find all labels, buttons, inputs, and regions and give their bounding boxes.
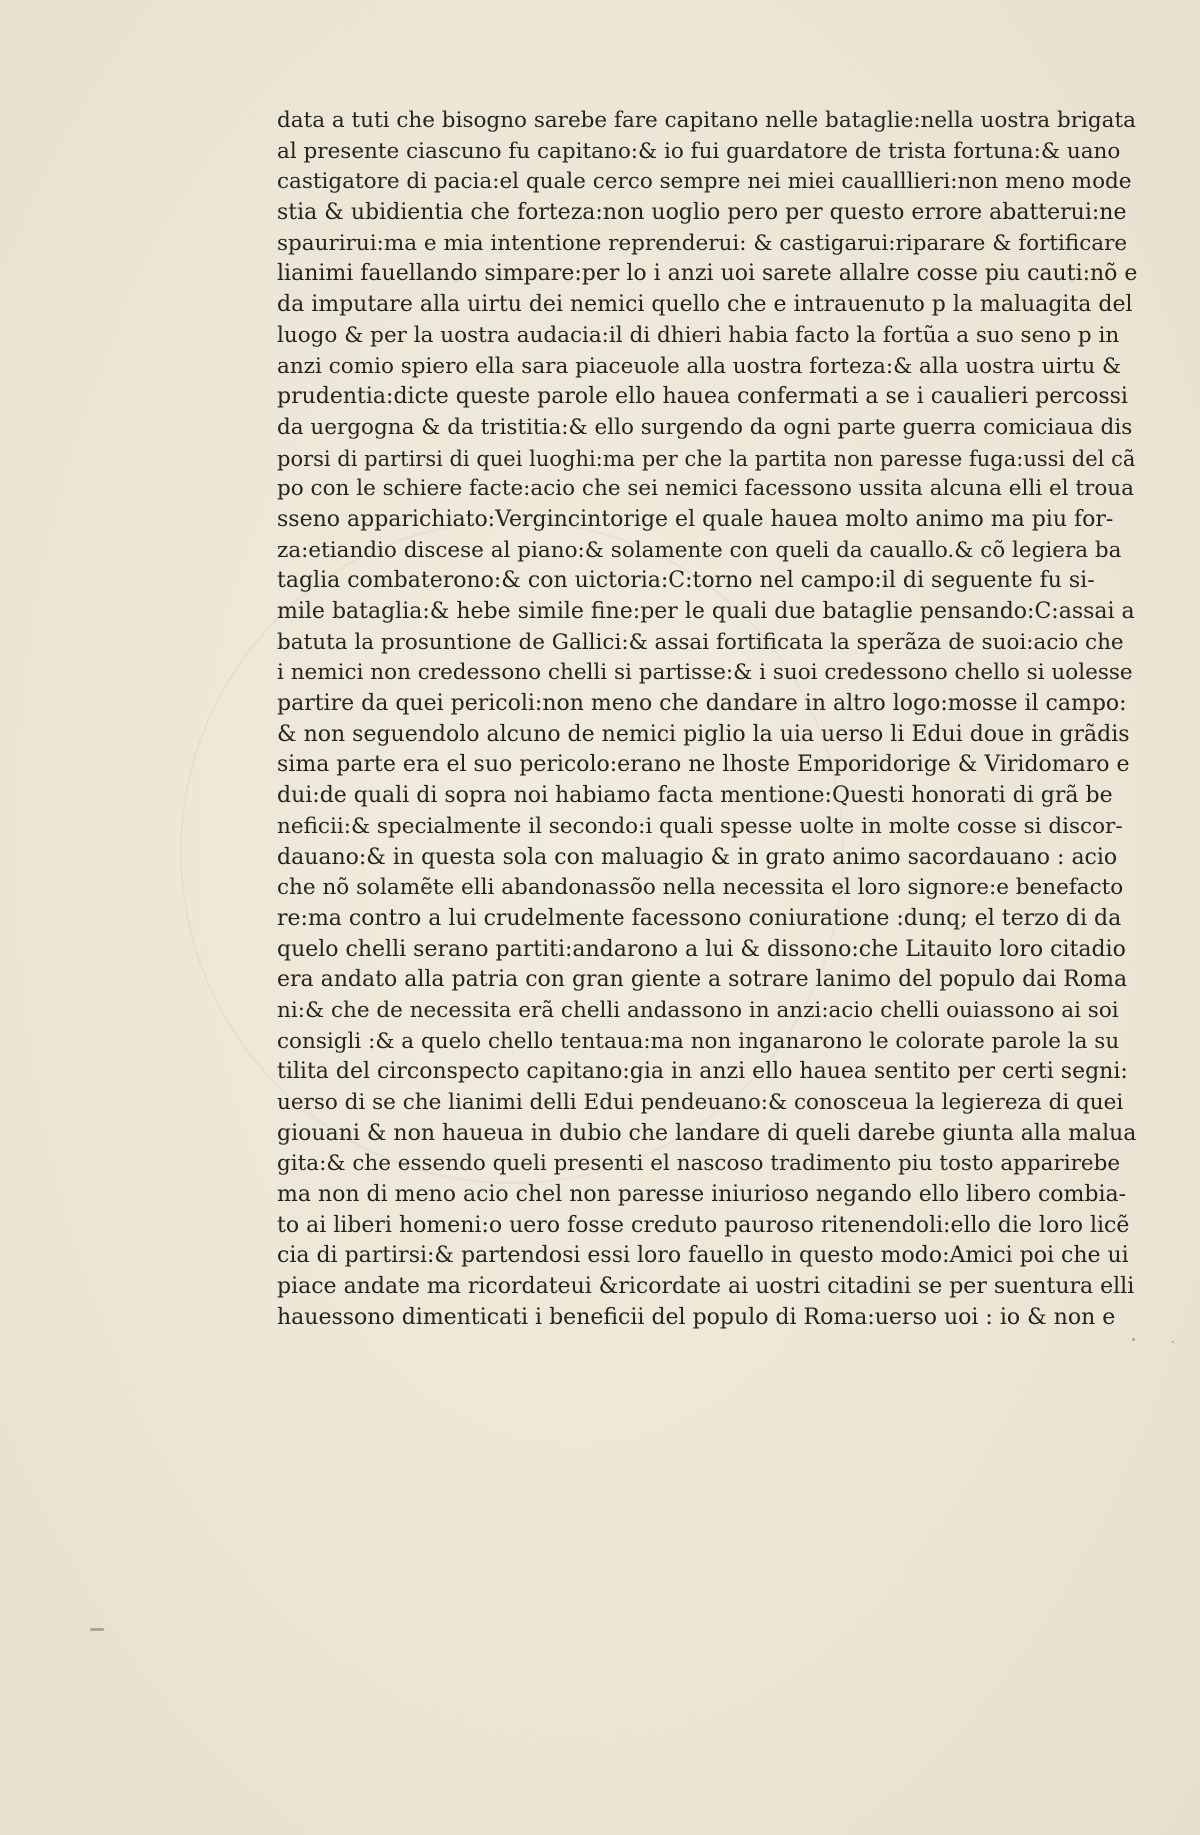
text-line: uerso di se che lianimi delli Edui pendeuano:& conosceua la legiereza di quei [277,1090,1124,1115]
text-line: ma non di meno acio chel non paresse iniurioso negando ello libero combia- [277,1182,1127,1208]
text-line: stia & ubidientia che forteza:non uoglio pero per questo errore abatterui:ne [277,200,1127,226]
text-line: al presente ciascuno fu capitano:& io fui guardatore de trista fortuna:& uano [277,138,1121,164]
text-line: gita:& che essendo queli presenti el nascoso tradimento piu tosto apparirebe [277,1151,1121,1177]
text-line: ni:& che de necessita erã chelli andassono in anzi:acio chelli ouiassono ai soi [277,997,1119,1023]
text-line: dauano:& in questa sola con maluagio & in grato animo sacordauano : acio [277,844,1118,870]
text-line: cia di partirsi:& partendosi essi loro fauello in questo modo:Amici poi che ui [277,1243,1129,1269]
text-line: lianimi fauellando simpare:per lo i anzi uoi sarete allalre cosse piu cauti:nõ e [277,261,1137,287]
text-line: luogo & per la uostra audacia:il di dhieri habia facto la fortũa a suo seno p in [277,322,1120,348]
text-line: taglia combaterono:& con uictoria:C:torno nel campo:il di seguente fu si- [277,568,1095,594]
text-line: batuta la prosuntione de Gallici:& assai fortificata la sperãza de suoi:acio che [277,629,1124,655]
text-line: porsi di partirsi di quei luoghi:ma per che la partita non paresse fuga:ussi del cã [277,446,1136,471]
text-line: da uergogna & da tristitia:& ello surgendo da ogni parte guerra comiciaua dis [277,414,1133,440]
text-line: to ai liberi homeni:o uero fosse creduto pauroso ritenendoli:ello die loro licẽ [277,1212,1130,1238]
text-line: dui:de quali di sopra noi habiamo facta mentione:Questi honorati di grã be [277,783,1113,809]
ink-speck [1172,1341,1174,1343]
text-line: castigatore di pacia:el quale cerco sempre nei miei caualllieri:non meno mode [277,169,1132,195]
text-line: piace andate ma ricordateui &ricordate ai uostri citadini se per suentura elli [277,1274,1135,1300]
text-line: sima parte era el suo pericolo:erano ne lhoste Emporidorige & Viridomaro e [277,752,1130,778]
text-line: che nõ solamẽte elli abandonassõo nella necessita el loro signore:e benefacto [277,875,1124,901]
text-line: giouani & non haueua in dubio che landare di queli darebe giunta alla malua [277,1120,1137,1146]
text-line: za:etiandio discese al piano:& solamente con queli da cauallo.& cõ legiera ba [277,537,1122,563]
ink-speck [90,1628,104,1631]
text-line: prudentia:dicte queste parole ello hauea confermati a se i caualieri percossi [277,384,1128,410]
text-line: re:ma contro a lui crudelmente facessono coniuratione :dunq; el terzo di da [277,905,1122,931]
text-line: da imputare alla uirtu dei nemici quello che e intrauenuto p la maluagita del [277,292,1133,318]
text-line: data a tuti che bisogno sarebe fare capitano nelle bataglie:nella uostra brigata [277,108,1136,133]
text-line: tilita del circonspecto capitano:gia in anzi ello hauea sentito per certi segni: [277,1059,1128,1085]
text-line: consigli :& a quelo chello tentaua:ma non inganarono le colorate parole la su [277,1028,1120,1054]
text-line: mile bataglia:& hebe simile fine:per le quali due bataglie pensando:C:assai a [277,599,1135,624]
text-line: & non seguendolo alcuno de nemici piglio la uia uerso li Edui doue in grãdis [277,721,1130,747]
text-line: era andato alla patria con gran giente a sotrare lanimo del populo dai Roma [277,967,1128,993]
text-line: i nemici non credessono chelli si partisse:& i suoi credessono chello si uolesse [277,660,1133,686]
text-line: partire da quei pericoli:non meno che dandare in altro logo:mosse il campo: [277,691,1127,717]
text-line: quelo chelli serano partiti:andarono a lui & dissono:che Litauito loro citadio [277,936,1126,962]
printed-text-block [277,106,1137,1334]
text-line: hauessono dimenticati i beneficii del populo di Roma:uerso uoi : io & non e [277,1304,1116,1330]
text-line: sseno apparichiato:Vergincintorige el quale hauea molto animo ma piu for- [277,506,1114,532]
text-line: anzi comio spiero ella sara piaceuole alla uostra forteza:& alla uostra uirtu & [277,353,1122,379]
text-line: neficii:& specialmente il secondo:i quali spesse uolte in molte cosse si discor- [277,813,1123,839]
text-line: po con le schiere facte:acio che sei nemici facessono ussita alcuna elli el troua [277,476,1134,502]
text-line: spaurirui:ma e mia intentione reprenderui: & castigarui:riparare & fortificare [277,230,1128,256]
ink-speck [1132,1338,1135,1341]
